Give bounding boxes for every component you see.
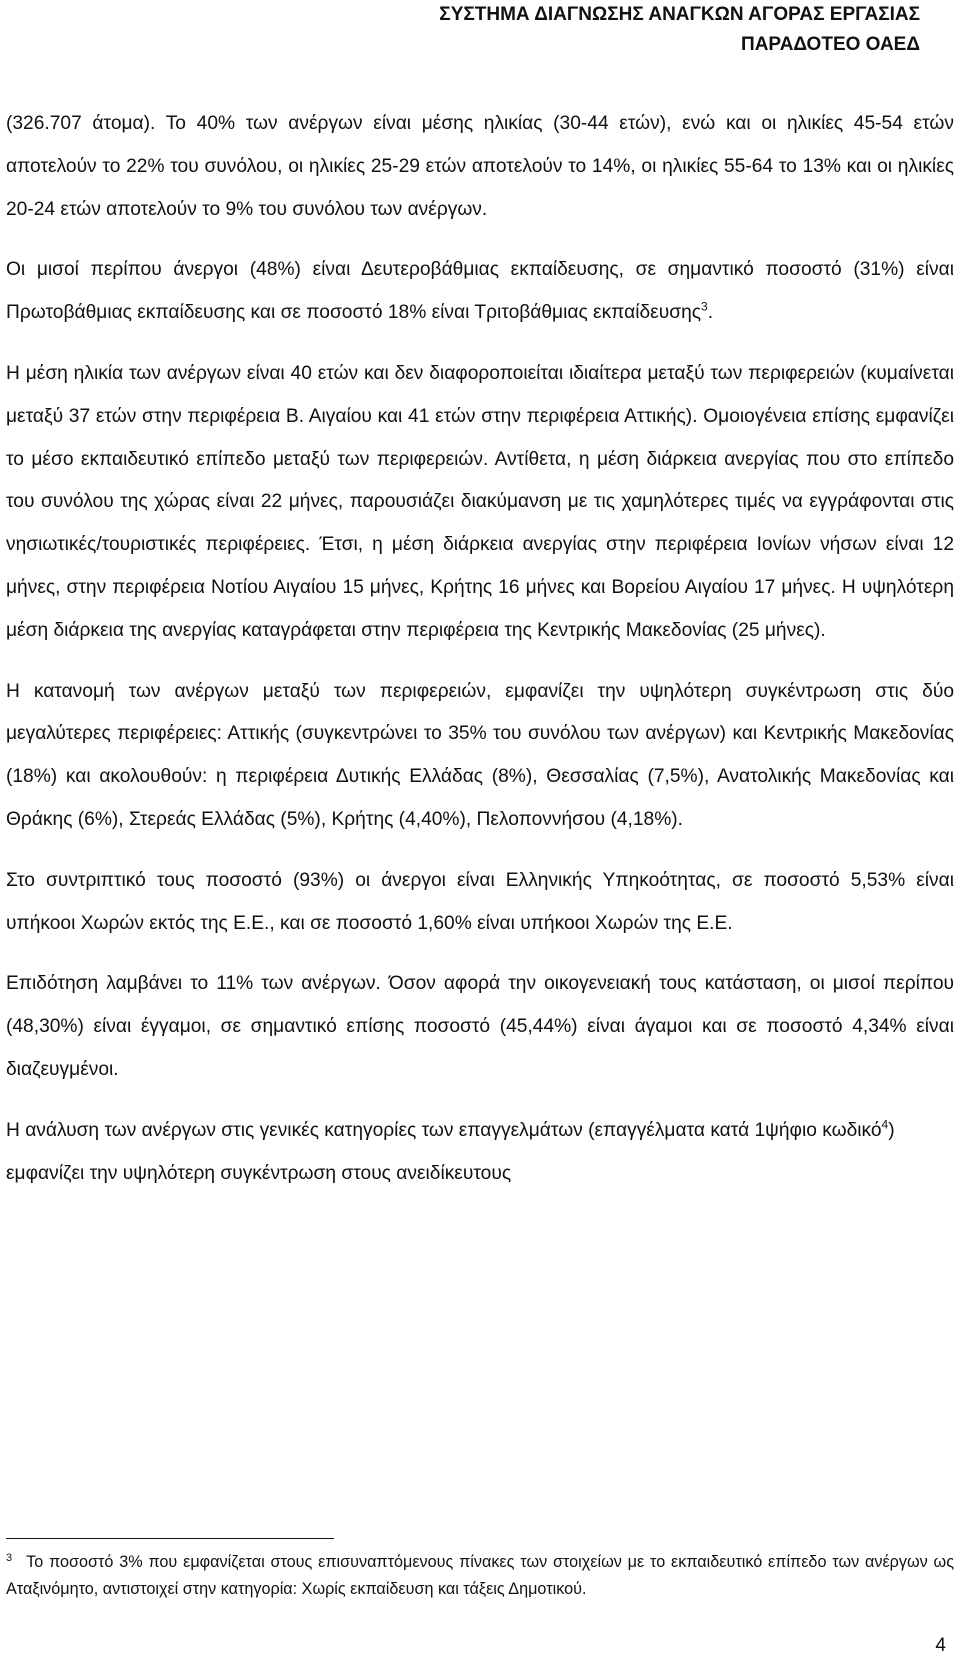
paragraph-age-groups: (326.707 άτομα). Το 40% των ανέργων είναι μέσης ηλικίας (30-44 ετών), ενώ και οι ηλικίες 45-54 ετών αποτελούν το 22% του συνόλου, οι ηλικίες 25-29 ετών αποτελούν το 14%, οι ηλικίες 55-64 το 13% και οι ηλικίες 20-24 ετών αποτελούν το 9% του συνόλου των ανέργων. [6, 113, 954, 220]
paragraph-benefits-marital: Επιδότηση λαμβάνει το 11% των ανέργων. Όσον αφορά την οικογενειακή τους κατάσταση, οι μισοί περίπου (48,30%) είναι έγγαμοι, σε σημαντικό επίσης ποσοστό (45,44%) είναι άγαμοι και σε ποσοστό 4,34% είναι διαζευγμένοι. [6, 973, 954, 1080]
document-body [6, 103, 954, 1213]
paragraph-citizenship: Στο συντριπτικό τους ποσοστό (93%) οι άνεργοι είναι Ελληνικής Υπηκοότητας, σε ποσοστό 5,53% είναι υπήκοοι Χωρών εκτός της Ε.Ε., και σε ποσοστό 1,60% είναι υπήκοοι Χωρών της Ε.Ε. [6, 869, 954, 934]
footnote-separator [6, 1538, 334, 1539]
page-number: 4 [935, 1635, 946, 1656]
header-system-title: ΣΥΣΤΗΜΑ ΔΙΑΓΝΩΣΗΣ ΑΝΑΓΚΩΝ ΑΓΟΡΑΣ ΕΡΓΑΣΙΑΣ [439, 4, 920, 25]
paragraph-regional-distribution: Η κατανομή των ανέργων μεταξύ των περιφερειών, εμφανίζει την υψηλότερη συγκέντρωση στις δύο μεγαλύτερες περιφέρειες: Αττικής (συγκεντρώνει το 35% του συνόλου των ανέργων) και Κεντρικής Μακεδονίας (18%) και ακολουθούν: η περιφέρεια Δυτικής Ελλάδας (8%), Θεσσαλίας (7,5%), Ανατολικής Μακεδονίας και Θράκης (6%), Στερεάς Ελλάδας (5%), Κρήτης (4,40%), Πελοποννήσου (4,18%). [6, 680, 954, 830]
header-deliverable-title: ΠΑΡΑΔΟΤΕΟ ΟΑΕΔ [740, 34, 920, 55]
paragraph-regional-age-duration: Η μέση ηλικία των ανέργων είναι 40 ετών και δεν διαφοροποιείται ιδιαίτερα μεταξύ των περιφερειών (κυμαίνεται μεταξύ 37 ετών στην περιφέρεια Β. Αιγαίου και 41 ετών στην περιφέρεια Αττικής). Ομοιογένεια επίσης εμφανίζει το μέσο εκπαιδευτικό επίπεδο μεταξύ των περιφερειών. Αντίθετα, η μέση διάρκεια ανεργίας που στο επίπεδο του συνόλου της χώρας είναι 22 μήνες, παρουσιάζει διακύμανση με τις χαμηλότερες τιμές να εγγράφονται στις νησιωτικές/τουριστικές περιφέρειες. Έτσι, η μέση διάρκεια ανεργίας στην περιφέρεια Ιονίων νήσων είναι 12 μήνες, στην περιφέρεια Νοτίου Αιγαίου 15 μήνες, Κρήτης 16 μήνες και Βορείου Αιγαίου 17 μήνες. Η υψηλότερη μέση διάρκεια της ανεργίας καταγράφεται στην περιφέρεια της Κεντρικής Μακεδονίας (25 μήνες). [6, 362, 954, 641]
paragraph-education-levels: Οι μισοί περίπου άνεργοι (48%) είναι Δευτεροβάθμιας εκπαίδευσης, σε σημαντικό ποσοστό (31%) είναι Πρωτοβάθμιας εκπαίδευσης και σε ποσοστό 18% είναι Τριτοβάθμιας εκπαίδευσης$^3$. [6, 259, 954, 324]
footnote-ref-4: 4 [881, 1117, 889, 1132]
footnote-ref-3: 3 [701, 299, 708, 314]
footnote-3 [6, 1549, 954, 1603]
document-header [439, 0, 920, 60]
footnote-text: Το ποσοστό 3% που εμφανίζεται στους επισυναπτόμενους πίνακες των στοιχείων με το εκπαιδευτικό επίπεδο των ανέργων ως Αταξινόμητο, αντιστοιχεί στην κατηγορία: Χωρίς εκπαίδευση και τάξεις Δημοτικού. [6, 1553, 954, 1598]
footnote-mark: 3 [6, 1551, 13, 1564]
paragraph-occupations: Η ανάλυση των ανέργων στις γενικές κατηγορίες των επαγγελμάτων (επαγγέλματα κατά 1ψήφιο κωδικό$^4$) εμφανίζει την υψηλότερη συγκέντρωση στους ανειδίκευτους [6, 1117, 895, 1184]
